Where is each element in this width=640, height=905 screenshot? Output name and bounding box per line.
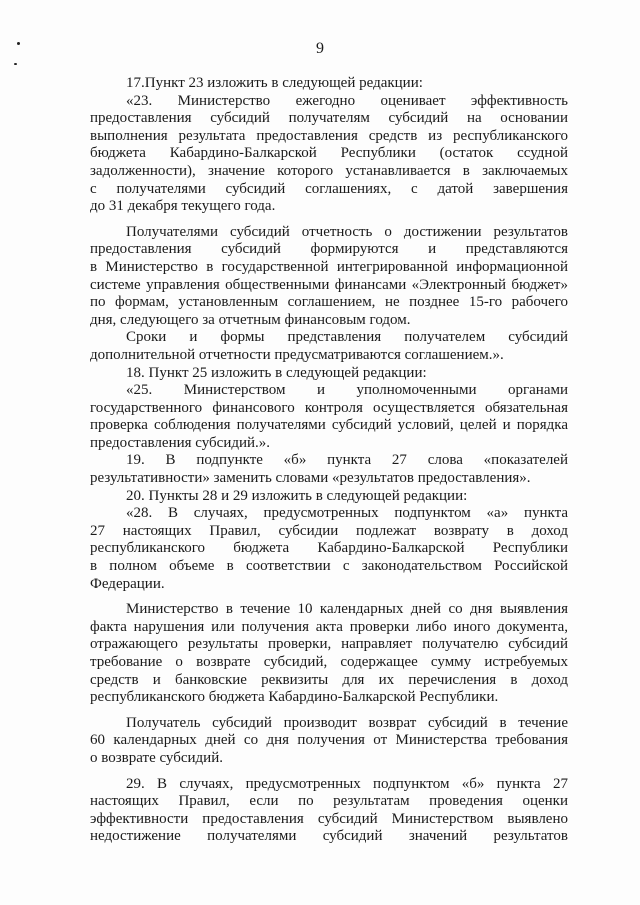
text-line: 29. В случаях, предусмотренных подпунктом «б» пункта 27 [126,775,568,792]
text-line: предоставления субсидий формируются и представляются [90,241,568,258]
text-line: в Министерство в государственной интегрированной информационной [90,258,568,275]
text-line: выполнения результата предоставления средств из республиканского [90,127,568,144]
text-line: в полном объеме в соответствии с законодательством Российской [90,558,568,575]
text-line: до 31 декабря текущего года. [90,198,276,215]
text-line: 60 календарных дней со дня получения от Министерства требования [90,732,568,749]
text-line: результативности» заменить словами «результатов предоставления». [90,470,531,487]
text-line: требование о возврате субсидий, содержащее сумму истребуемых [90,654,568,670]
text-line: средств и банковские реквизиты для их перечисления в доход [90,671,568,688]
text-line: с получателями субсидий соглашениях, с датой завершения [90,180,568,197]
text-line: предоставления субсидий получателям субсидий на основании [90,110,568,127]
text-line: «25. Министерством и уполномоченными органами [126,382,568,399]
text-line: 17.Пункт 23 изложить в следующей редакции: [126,75,423,91]
text-line: предоставления субсидий.». [90,434,271,451]
scan-speck [14,63,17,65]
text-line: 20. Пункты 28 и 29 изложить в следующей редакции: [126,487,468,504]
text-line: системе управления общественными финансами «Электронный бюджет» [90,276,568,293]
text-line: государственного финансового контроля осуществляется обязательная [90,399,568,416]
text-line: «28. В случаях, предусмотренных подпунктом «а» пункта [126,505,568,522]
text-line: республиканского бюджета Кабардино-Балкарской Республики. [90,689,499,706]
text-line: задолженности), значение которого устанавливается в заключаемых [90,162,568,179]
text-line: Министерство в течение 10 календарных дней со дня выявления [126,601,568,618]
paragraph-gap [90,707,568,715]
text-line: «23. Министерство ежегодно оценивает эффективность [126,92,568,109]
text-line: Получатель субсидий производит возврат субсидий в течение [126,714,568,731]
text-line: дополнительной отчетности предусматриваются соглашением.». [90,346,504,363]
text-line: Сроки и формы представления получателем субсидий [126,329,568,346]
text-line: 27 настоящих Правил, субсидии подлежат возврату в доход [90,522,568,539]
paragraph-gap [90,593,568,601]
text-line: республиканского бюджета Кабардино-Балкарской Республики [90,540,568,557]
text-line: отражающего результаты проверки, направляет получателю субсидий [90,636,568,653]
text-line: эффективности предоставления субсидий Министерством выявлено [90,810,568,827]
text-line: Федерации. [90,575,165,592]
text-line: факта нарушения или получения акта проверки либо иного документа, [90,618,568,635]
paragraph-gap [90,216,568,224]
text-line: дня, следующего за отчетным финансовым годом. [90,311,411,328]
page-number: 9 [316,40,324,57]
text-line: 18. Пункт 25 изложить в следующей редакции: [126,364,427,381]
paragraph-gap [90,768,568,776]
document-body [90,75,568,846]
text-line: 19. В подпункте «б» пункта 27 слова «показателей [126,452,568,469]
text-line: проверка соблюдения получателями субсидий условий, целей и порядка [90,417,568,434]
text-line: о возврате субсидий. [90,749,223,766]
text-line: Получателями субсидий отчетность о достижении результатов [126,223,568,240]
text-line: недостижение получателями субсидий значений результатов [90,828,568,845]
text-line: по формам, установленным соглашением, не позднее 15-го рабочего [90,294,568,311]
text-line: бюджета Кабардино-Балкарской Республики (остаток ссудной [90,145,568,162]
text-line: настоящих Правил, если по результатам проведения оценки [90,793,568,810]
